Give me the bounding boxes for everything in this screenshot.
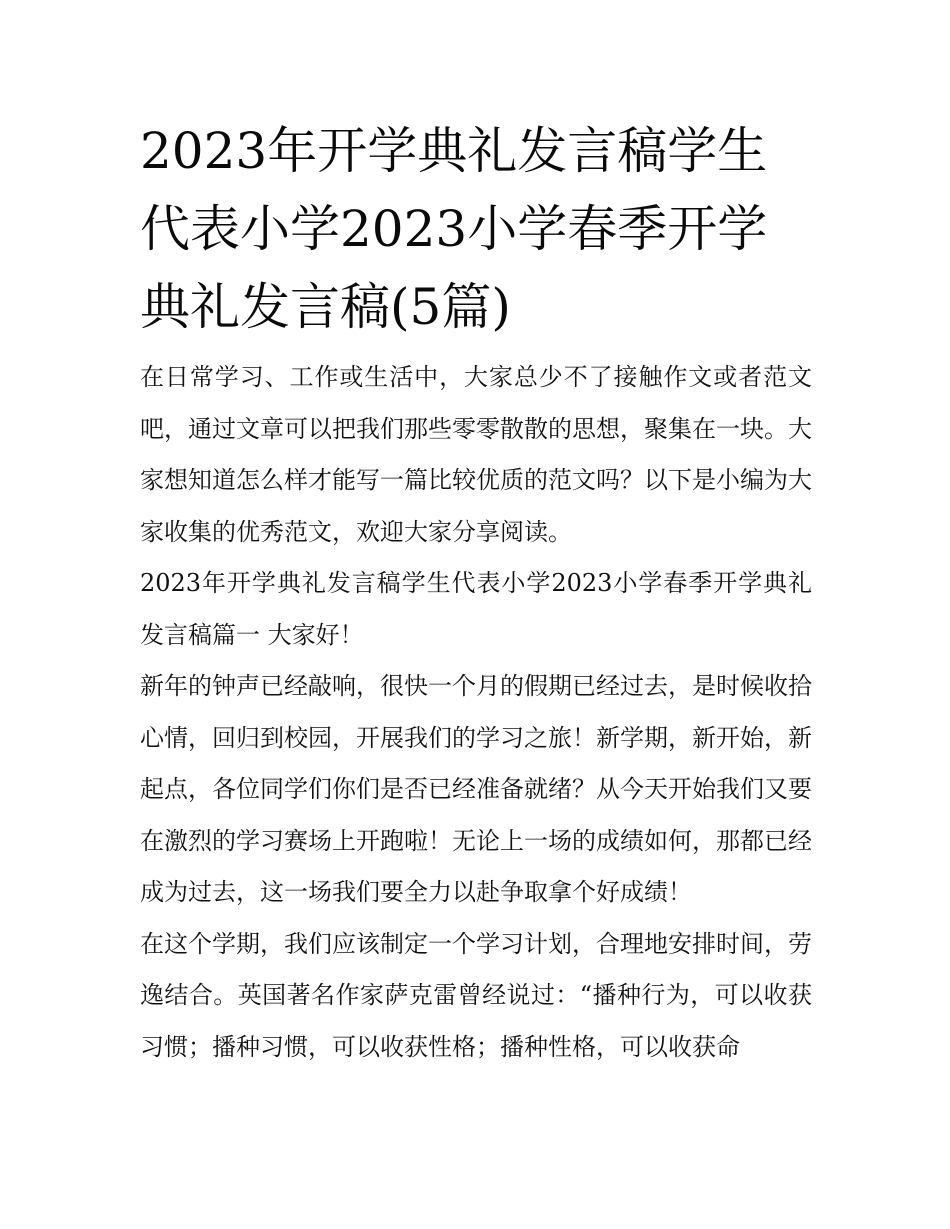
paragraph-study-plan: 在这个学期，我们应该制定一个学习计划，合理地安排时间，劳逸结合。英国著名作家萨克雷曾经说过：“播种行为，可以收获习惯；播种习惯，可以收获性格；播种性格，可以收获命 xyxy=(140,929,812,1061)
paragraph-intro: 在日常学习、工作或生活中，大家总少不了接触作文或者范文吧，通过文章可以把我们那些零零散散的思想，聚集在一块。大家想知道怎么样才能写一篇比较优质的范文吗？以下是小编为大家收集的优秀范文，欢迎大家分享阅读。 xyxy=(140,363,812,546)
document-body xyxy=(140,112,812,1073)
paragraph-heading-greeting: 2023年开学典礼发言稿学生代表小学2023小学春季开学典礼发言稿篇一 大家好！ xyxy=(140,569,812,649)
paragraph-new-year: 新年的钟声已经敲响，很快一个月的假期已经过去，是时候收拾心情，回归到校园，开展我们的学习之旅！新学期，新开始，新起点，各位同学们你们是否已经准备就绪？从今天开始我们又要在激烈的学习赛场上开跑啦！无论上一场的成绩如何，那都已经成为过去，这一场我们要全力以赴争取拿个好成绩！ xyxy=(140,672,812,906)
document-title: 2023年开学典礼发言稿学生代表小学2023小学春季开学典礼发言稿(5篇) xyxy=(140,122,768,336)
